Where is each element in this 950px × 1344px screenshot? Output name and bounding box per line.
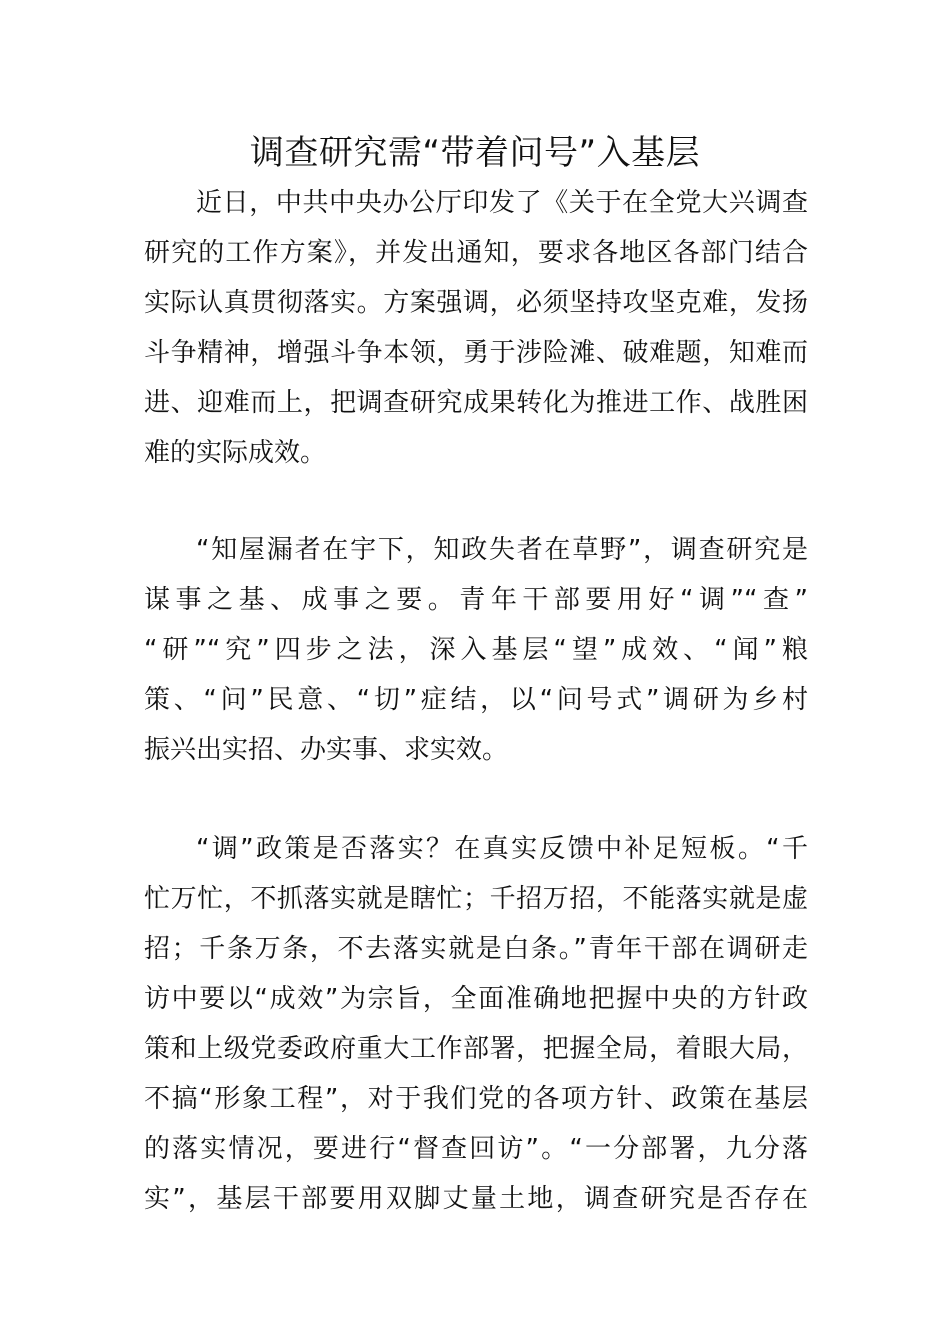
document-title: 调查研究需“带着问号”入基层 [249, 133, 701, 173]
paragraph-line: “研”“究”四步之法，深入基层“望”成效、“闻”粮 [144, 635, 808, 665]
paragraph-line: 招；千条万条，不去落实就是白条。”青年干部在调研走 [144, 934, 808, 964]
paragraph-2 [144, 525, 808, 775]
paragraph-line: 研究的工作方案》，并发出通知，要求各地区各部门结合 [144, 238, 808, 268]
paragraph-line: 振兴出实招、办实事、求实效。 [144, 735, 509, 765]
paragraph-line: 访中要以“成效”为宗旨，全面准确地把握中央的方针政 [144, 984, 808, 1014]
paragraph-line: 难的实际成效。 [144, 438, 327, 468]
paragraph-line: “知屋漏者在宇下，知政失者在草野”，调查研究是 [196, 535, 808, 565]
paragraph-line: “调”政策是否落实？在真实反馈中补足短板。“千 [196, 834, 808, 864]
paragraph-line: 忙万忙，不抓落实就是瞎忙；千招万招，不能落实就是虚 [144, 884, 808, 914]
paragraph-line: 策、“问”民意、“切”症结，以“问号式”调研为乡村 [144, 685, 808, 715]
paragraph-line: 近日，中共中央办公厅印发了《关于在全党大兴调查 [196, 188, 808, 218]
paragraph-line: 不搞“形象工程”，对于我们党的各项方针、政策在基层 [144, 1084, 808, 1114]
paragraph-1 [144, 178, 808, 478]
paragraph-line: 谋事之基、成事之要。青年干部要用好“调”“查” [144, 585, 808, 615]
paragraph-line: 的落实情况，要进行“督查回访”。“一分部署，九分落 [144, 1134, 808, 1164]
paragraph-line: 斗争精神，增强斗争本领，勇于涉险滩、破难题，知难而 [144, 338, 808, 368]
paragraph-line: 策和上级党委政府重大工作部署，把握全局，着眼大局， [144, 1034, 808, 1064]
paragraph-line: 实”，基层干部要用双脚丈量土地，调查研究是否存在 [144, 1184, 808, 1214]
paragraph-line: 实际认真贯彻落实。方案强调，必须坚持攻坚克难，发扬 [144, 288, 808, 318]
paragraph-3 [144, 824, 808, 1224]
paragraph-line: 进、迎难而上，把调查研究成果转化为推进工作、战胜困 [144, 388, 808, 418]
